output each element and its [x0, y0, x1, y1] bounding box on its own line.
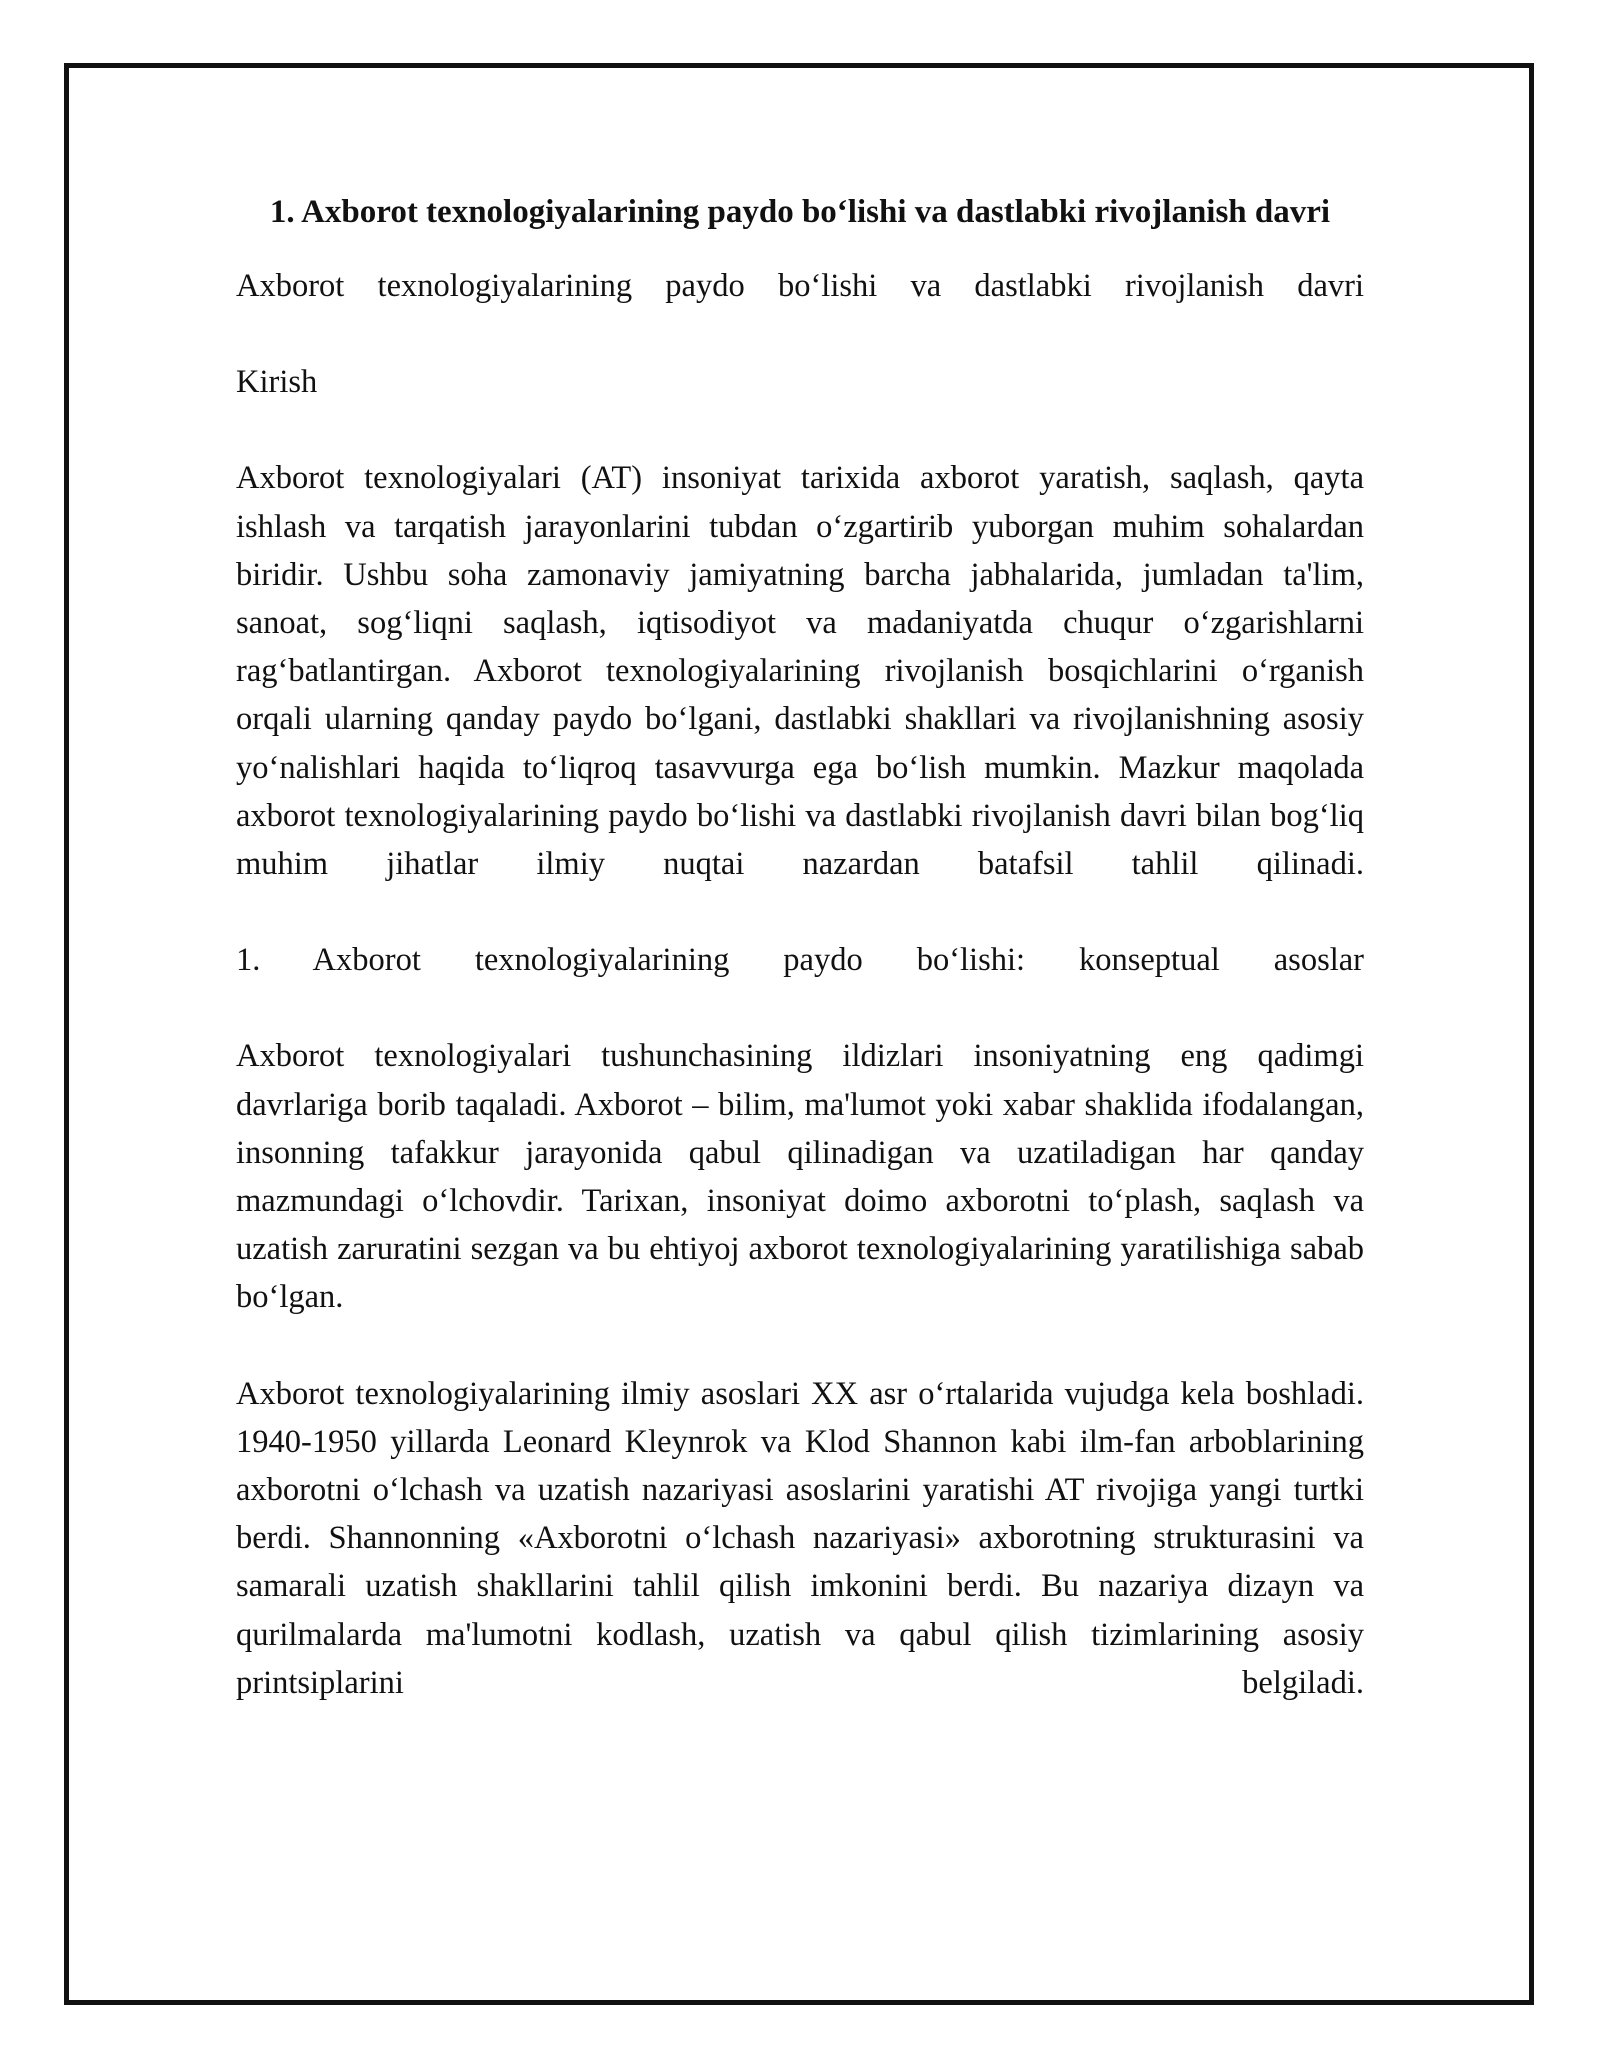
document-body [236, 188, 1364, 1707]
section1-paragraph-1: Axborot texnologiyalari tushunchasining ildizlari insoniyatning eng qadimgi davrlariga borib taqaladi. Axborot – bilim, ma'lumot yoki xabar shaklida ifodalangan, insonning tafakkur jarayonida qabul qilinadigan va uzatiladigan har qanday mazmundagi o‘lchovdir. Tarixan, insoniyat doimo axborotni to‘plash, saqlash va uzatish zaruratini sezgan va bu ehtiyoj axborot texnologiyalarining yaratilishiga sabab bo‘lgan. [236, 1038, 1364, 1316]
document-subtitle: Axborot texnologiyalarining paydo bo‘lishi va dastlabki rivojlanish davri [236, 268, 1364, 304]
document-title: 1. Axborot texnologiyalarining paydo bo‘lishi va dastlabki rivojlanish davri [269, 194, 1331, 230]
section1-heading: 1. Axborot texnologiyalarining paydo bo‘lishi: konseptual asoslar [236, 942, 1364, 979]
section1-paragraph-2: Axborot texnologiyalarining ilmiy asoslari XX asr o‘rtalarida vujudga kela boshladi. 1940-1950 yillarda Leonard Kleynrok va Klod Shannon kabi ilm-fan arboblarining axborotni o‘lchash va uzatish nazariyasi asoslarini yaratishi AT rivojiga yangi turtki berdi. Shannonning «Axborotni o‘lchash nazariyasi» axborotning strukturasini va samarali uzatish shakllarini tahlil qilish imkonini berdi. Bu nazariya dizayn va qurilmalarda ma'lumotni kodlash, uzatish va qabul qilish tizimlarining asosiy printsiplarini belgiladi. [236, 1375, 1364, 1701]
intro-heading: Kirish [236, 364, 318, 401]
intro-paragraph: Axborot texnologiyalari (AT) insoniyat tarixida axborot yaratish, saqlash, qayta ishlash va tarqatish jarayonlarini tubdan o‘zgartirib yuborgan muhim sohalardan biridir. Ushbu soha zamonaviy jamiyatning barcha jabhalarida, jumladan ta'lim, sanoat, sog‘liqni saqlash, iqtisodiyot va madaniyatda chuqur o‘zgarishlarni rag‘batlantirgan. Axborot texnologiyalarining rivojlanish bosqichlarini o‘rganish orqali ularning qanday paydo bo‘lgani, dastlabki shakllari va rivojlanishning asosiy yo‘nalishlari haqida to‘liqroq tasavvurga ega bo‘lish mumkin. Mazkur maqolada axborot texnologiyalarining paydo bo‘lishi va dastlabki rivojlanish davri bilan bog‘liq muhim jihatlar ilmiy nuqtai nazardan batafsil tahlil qilinadi. [236, 460, 1364, 883]
